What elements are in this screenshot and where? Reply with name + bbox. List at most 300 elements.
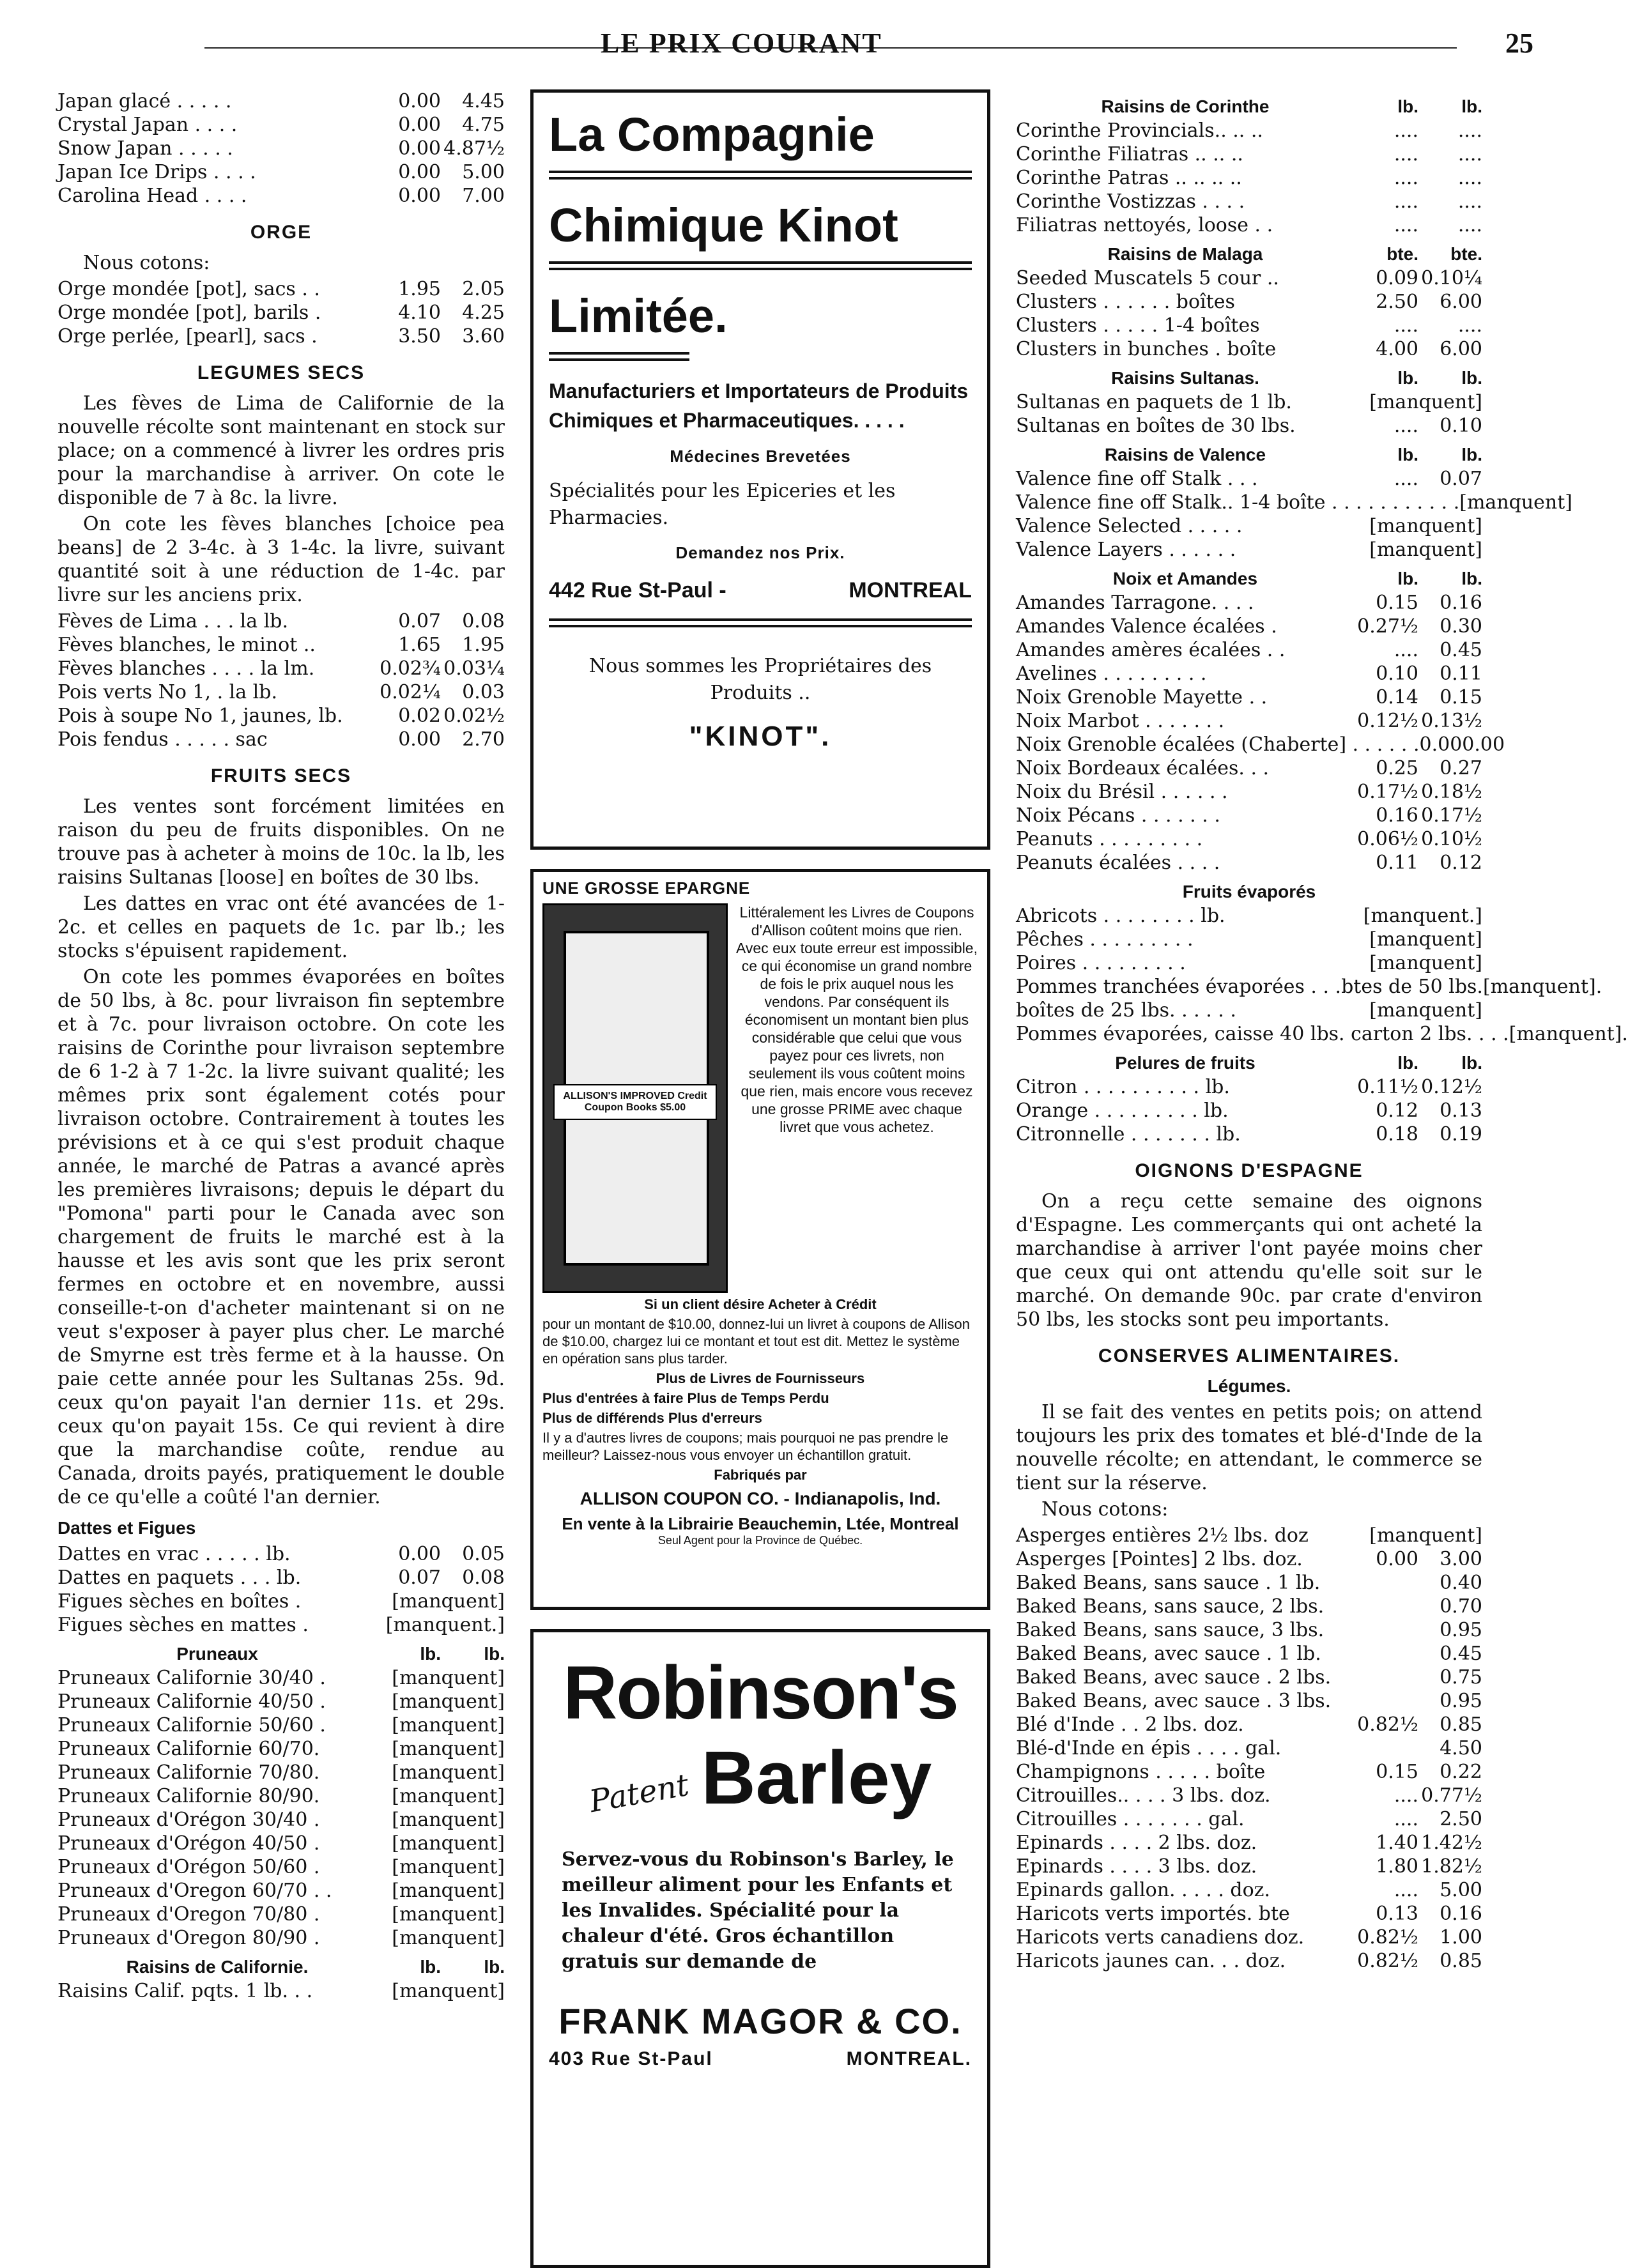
evap-heading: Fruits évaporés [1182,882,1316,901]
price-high: 7.00 [462,185,505,207]
malaga-section [1016,242,1482,361]
item-status: [manquent] [392,1980,505,2002]
price-low: 0.02 [398,705,441,727]
price-low: .... [1394,639,1418,661]
price-low: 0.00 [398,114,441,136]
price-low: 0.00 [1376,1548,1418,1570]
item-status: [manquent] [392,1832,505,1855]
pruneaux-row [58,1690,505,1713]
malaga-row [1016,337,1482,361]
corinthe-section [1016,95,1482,237]
price-high: 0.08 [462,610,505,632]
coupon-book-illustration [542,903,728,1293]
valence-row [1016,514,1482,538]
price-low: .... [1394,119,1418,142]
legumes-row [58,609,505,633]
allison-advertisement [530,869,990,1610]
item-name: Clusters in bunches . boîte [1016,338,1277,360]
corinthe-row [1016,119,1482,142]
valence-unit-2: lb. [1461,445,1482,464]
item-name: Clusters . . . . . . boîtes [1016,291,1235,313]
noix-row [1016,756,1482,780]
price-low: 1.95 [398,278,441,300]
valence-row [1016,491,1572,514]
sultanas-row [1016,390,1482,414]
kinot-city: MONTREAL [849,578,972,602]
item-name: Pruneaux Californie 60/70. [58,1738,320,1760]
item-name: Pruneaux Californie 30/40 . [58,1667,326,1689]
item-status: [manquent] [392,1880,505,1902]
rice-row [58,137,505,160]
item-status: [manquent]. [1509,1023,1628,1045]
orge-row [58,277,505,301]
item-name: Sultanas en paquets de 1 lb. [1016,391,1292,413]
item-name: Dattes en vrac . . . . . lb. [58,1543,291,1565]
allison-plus-2: Plus d'entrées à faire Plus de Temps Perdu [542,1390,829,1406]
kinot-line-1: La Compagnie [549,108,875,161]
robinson-description: Servez-vous du Robinson's Barley, le meilleur aliment pour les Enfants et les Invalides. Spécialité pour la chaleur d'été. Gros échantillon gratuis sur demande de [562,1848,954,1973]
legumes-list [58,609,505,751]
price-high: 0.19 [1440,1123,1482,1145]
item-name: Pruneaux Californie 70/80. [58,1761,320,1784]
item-status: [manquent] [392,1667,505,1689]
orge-intro: Nous cotons: [83,252,210,274]
price-high: 0.12 [1440,852,1482,874]
pruneaux-row [58,1855,505,1879]
allison-credit-heading: Si un client désire Acheter à Crédit [644,1296,877,1312]
item-status: [manquent] [1369,999,1482,1022]
valence-header [1016,443,1482,467]
item-name: Noix Bordeaux écalées. . . [1016,757,1270,779]
item-name: Japan Ice Drips . . . . [58,161,256,183]
conserves-row [1016,1902,1482,1926]
price-low: .... [1394,1879,1418,1901]
conserves-row [1016,1784,1482,1807]
price-high: 0.45 [1440,1643,1482,1665]
robinson-patent: Patent [587,1766,692,1820]
price-high: 0.95 [1440,1690,1482,1712]
item-name: Pruneaux d'Oregon 80/90 . [58,1927,320,1949]
frank-magor-city: MONTREAL. [846,2048,972,2069]
price-low: 0.12½ [1357,710,1418,732]
item-name: Crystal Japan . . . . [58,114,238,136]
price-high: 2.05 [462,278,505,300]
conserves-row [1016,1571,1482,1595]
item-name: Haricots jaunes can. . . doz. [1016,1950,1286,1972]
conserves-row [1016,1524,1482,1547]
noix-row [1016,686,1482,709]
price-high: 1.42½ [1421,1832,1482,1854]
noix-row [1016,638,1482,662]
price-low: 0.02¼ [380,681,441,703]
price-high: 5.00 [462,161,505,183]
item-name: Pruneaux d'Orégon 50/60 . [58,1856,320,1878]
item-name: Baked Beans, avec sauce . 3 lbs. [1016,1690,1332,1712]
item-name: Pruneaux d'Orégon 40/50 . [58,1832,320,1855]
price-high: 0.70 [1440,1595,1482,1618]
item-name: Pruneaux d'Orégon 30/40 . [58,1809,320,1831]
raisins-cal-list [58,1979,505,2003]
item-status: [manquent] [1369,928,1482,951]
item-name: Pruneaux d'Oregon 60/70 . . [58,1880,332,1902]
item-name: Corinthe Patras .. .. .. .. [1016,167,1242,189]
price-low: 0.15 [1376,1761,1418,1783]
price-low: .... [1394,190,1418,213]
price-low: 0.16 [1376,804,1418,827]
kinot-rule-2 [549,261,972,270]
item-name: Figues sèches en mattes . [58,1614,309,1636]
item-name: Pruneaux Californie 80/90. [58,1785,320,1807]
kinot-line-3: Limitée. [549,289,728,342]
conserves-row [1016,1595,1482,1618]
price-low: 0.18 [1376,1123,1418,1145]
price-high: 0.00 [1462,733,1505,756]
item-name: Seeded Muscatels 5 cour .. [1016,267,1279,289]
price-low: 0.82½ [1357,1713,1418,1736]
item-name: Citron . . . . . . . . . . lb. [1016,1076,1230,1098]
price-low: 0.12 [1376,1100,1418,1122]
evap-header [1016,880,1482,904]
conserves-intro: Nous cotons: [1041,1498,1169,1521]
price-low: 0.82½ [1357,1926,1418,1949]
item-name: Blé-d'Inde en épis . . . . gal. [1016,1737,1282,1759]
dattes-list [58,1542,505,1637]
item-name: Noix du Brésil . . . . . . [1016,781,1228,803]
price-high: 0.16 [1440,1903,1482,1925]
pruneaux-row [58,1879,505,1903]
item-name: Asperges [Pointes] 2 lbs. doz. [1016,1548,1303,1570]
valence-heading: Raisins de Valence [1104,445,1266,464]
sultanas-row [1016,414,1482,438]
price-low: .... [1394,214,1418,236]
item-name: boîtes de 25 lbs. . . . . . [1016,999,1236,1022]
raisins-cal-unit-2: lb. [484,1957,505,1977]
malaga-row [1016,314,1482,337]
conserves-list [1016,1524,1482,1973]
kinot-rule-3 [549,352,689,361]
price-high: 6.00 [1440,338,1482,360]
conserves-row [1016,1642,1482,1666]
price-low: 1.80 [1376,1855,1418,1878]
legumes-subheading: Légumes. [1207,1376,1291,1396]
noix-unit-1: lb. [1397,569,1418,588]
rice-row [58,113,505,137]
right-column [1016,89,1628,1973]
item-name: Pois verts No 1, . la lb. [58,681,278,703]
item-name: Epinards . . . . 3 lbs. doz. [1016,1855,1257,1878]
item-name: Fèves de Lima . . . la lb. [58,610,289,632]
item-name: Noix Marbot . . . . . . . [1016,710,1225,732]
item-status: [manquent] [1369,952,1482,974]
oignons-heading: OIGNONS D'ESPAGNE [1135,1160,1363,1181]
item-name: Noix Grenoble écalées (Chaberte] . . . . . . [1016,733,1420,756]
price-low: 0.07 [398,1567,441,1589]
item-name: Corinthe Filiatras .. .. .. [1016,143,1243,165]
price-high: 0.85 [1440,1713,1482,1736]
price-high: 0.95 [1440,1619,1482,1641]
item-name: Haricots verts canadiens doz. [1016,1926,1305,1949]
pruneaux-row [58,1832,505,1855]
price-low: .... [1394,314,1418,337]
conserves-row [1016,1760,1482,1784]
item-name: Pois à soupe No 1, jaunes, lb. [58,705,343,727]
kinot-manufacturers: Manufacturiers et Importateurs de Produits Chimiques et Pharmaceutiques. . . . . [549,379,969,432]
allison-credit-text: pour un montant de $10.00, donnez-lui un livret à coupons de Allison de $10.00, chargez lui ce montant et tout est dit. Mettez le système en opération sans plus tarder. [542,1316,971,1367]
item-status: [manquent] [392,1903,505,1926]
orge-list [58,277,505,348]
dattes-heading: Dattes et Figues [58,1518,196,1538]
evap-row [1016,1022,1628,1046]
rice-list [58,89,505,208]
item-name: Raisins Calif. pqts. 1 lb. . . [58,1980,313,2002]
item-status: [manquent] [392,1927,505,1949]
price-low: 0.06½ [1357,828,1418,850]
price-low: 4.00 [1376,338,1418,360]
fruits-paragraph-1: Les ventes sont forcément limitées en raison du peu de fruits disponibles. On ne trouve pas à acheter à moins de 10c. la lb, les raisins Sultanas [loose] en boîtes de 30 lbs. [58,795,505,889]
sultanas-section [1016,366,1482,438]
conserves-row [1016,1855,1482,1878]
malaga-unit-1: bte. [1386,244,1418,264]
price-high: 5.00 [1440,1879,1482,1901]
allison-agent: Seul Agent pour la Province de Québec. [657,1534,863,1547]
price-high: .... [1457,214,1482,236]
price-high: 4.50 [1440,1737,1482,1759]
item-name: Dattes en paquets . . . lb. [58,1567,302,1589]
rice-row [58,184,505,208]
price-high: 1.95 [462,634,505,656]
item-name: Peanuts . . . . . . . . . [1016,828,1203,850]
coupon-book-label: ALLISON'S IMPROVED Credit Coupon Books $5.00 [553,1084,717,1120]
item-status: [manquent.] [1363,905,1482,927]
item-name: Fèves blanches, le minot .. [58,634,316,656]
raisins-cal-heading: Raisins de Californie. [126,1957,309,1977]
kinot-brand: "KINOT". [689,721,832,752]
pelures-row [1016,1099,1482,1123]
allison-headline: UNE GROSSE EPARGNE [542,878,751,898]
orge-row [58,325,505,348]
item-status: [manquent]. [1482,976,1602,998]
price-high: .... [1457,314,1482,337]
corinthe-header [1016,95,1482,119]
price-low: 0.10 [1376,663,1418,685]
rice-row [58,160,505,184]
item-name: Asperges entières 2½ lbs. doz [1016,1524,1309,1547]
item-name: Noix Pécans . . . . . . . [1016,804,1220,827]
pruneaux-row [58,1784,505,1808]
price-low: 4.10 [398,302,441,324]
kinot-street: 442 Rue St-Paul - [549,578,726,602]
publication-title: LE PRIX COURANT [601,27,882,59]
item-status: [manquent] [392,1738,505,1760]
price-high: 0.11 [1440,663,1482,685]
item-name: Corinthe Provincials.. .. .. [1016,119,1263,142]
item-name: Pois fendus . . . . . sac [58,728,268,751]
noix-heading: Noix et Amandes [1112,569,1258,588]
evap-row [1016,999,1482,1022]
noix-row [1016,662,1482,686]
conserves-row [1016,1736,1482,1760]
item-name: Figues sèches en boîtes . [58,1590,302,1613]
price-high: 0.77½ [1421,1784,1482,1807]
pruneaux-row [58,1808,505,1832]
price-high: 0.30 [1440,615,1482,638]
item-name: Citrouilles.. . . . 3 lbs. doz. [1016,1784,1271,1807]
price-high: .... [1457,167,1482,189]
allison-company: ALLISON COUPON CO. - Indianapolis, Ind. [580,1489,941,1508]
noix-header [1016,567,1482,591]
price-low: .... [1394,1808,1418,1830]
item-name: Pruneaux Californie 50/60 . [58,1714,326,1736]
raisins-cal-row [58,1979,505,2003]
price-low: 0.00 [398,137,441,160]
dattes-row [58,1542,505,1566]
evap-row [1016,928,1482,951]
conserves-row [1016,1713,1482,1736]
conserves-row [1016,1618,1482,1642]
price-low: 0.82½ [1357,1950,1418,1972]
item-status: [manquent] [392,1761,505,1784]
price-low: .... [1394,143,1418,165]
price-low: 0.15 [1376,592,1418,614]
item-status: [manquent] [392,1785,505,1807]
dattes-row [58,1613,505,1637]
noix-section [1016,567,1505,875]
item-name: Peanuts écalées . . . . [1016,852,1220,874]
price-high: 1.82½ [1421,1855,1482,1878]
item-name: Corinthe Vostizzas . . . . [1016,190,1245,213]
robinson-barley: Barley [701,1736,932,1820]
pruneaux-unit-2: lb. [484,1644,505,1664]
pruneaux-row [58,1761,505,1784]
price-high: 0.10½ [1421,828,1482,850]
price-low: 1.65 [398,634,441,656]
legumes-heading: LEGUMES SECS [197,362,365,383]
item-name: Champignons . . . . . boîte [1016,1761,1266,1783]
conserves-row [1016,1547,1482,1571]
kinot-specialties: Spécialités pour les Epiceries et les Pharmacies. [549,480,896,529]
pruneaux-row [58,1713,505,1737]
item-status: [manquent] [1369,1524,1482,1547]
price-high: 0.05 [462,1543,505,1565]
pelures-heading: Pelures de fruits [1115,1053,1256,1073]
allison-sale: En vente à la Librairie Beauchemin, Ltée, Montreal [562,1514,959,1533]
price-high: 0.75 [1440,1666,1482,1689]
evap-row [1016,904,1482,928]
malaga-row [1016,266,1482,290]
conserves-heading: CONSERVES ALIMENTAIRES. [1098,1345,1401,1367]
kinot-advertisement [530,89,990,850]
legumes-row [58,633,505,657]
frank-magor-company: FRANK MAGOR & CO. [558,2001,962,2041]
item-name: Filiatras nettoyés, loose . . [1016,214,1273,236]
price-low: 0.09 [1376,267,1418,289]
price-low: .... [1394,415,1418,437]
item-status: [manquent] [392,1809,505,1831]
allison-side-text: Littéralement les Livres de Coupons d'Allison coûtent moins que rien. Avec eux toute erreur est impossible, ce qui économise un grand nombre de fois le prix auquel nous les vendons. Par conséquent ils économisent un montant bien plus considérable que celui que vous payez pour ces livrets, non seulement ils vous coûtent moins que rien, mais encore vous recevez une grosse PRIME avec chaque livret que vous achetez. [736,904,978,1135]
price-high: 0.22 [1440,1761,1482,1783]
price-high: 0.12½ [1421,1076,1482,1098]
price-high: 4.45 [462,90,505,112]
item-name: Amandes Valence écalées . [1016,615,1277,638]
item-name: Baked Beans, sans sauce . 1 lb. [1016,1572,1321,1594]
pelures-row [1016,1123,1482,1146]
dattes-row [58,1566,505,1590]
conserves-row [1016,1666,1482,1689]
fruits-paragraph-3: On cote les pommes évaporées en boîtes de 50 lbs, à 8c. pour livraison fin septembre et à 7c. pour livraison octobre. On cote les raisins de Corinthe pour livraison septembre de 6 1-2 à 7 1-2c. la livre suivant qualité; les mêmes prix sont également cotés pour livraison octobre. Contrairement à toutes les prévisions et à ce qui s'est produit chaque année, le marché de Patras a avancé après les premières livraisons; depuis le départ du "Pomona" parti pour le Canada avec son chargement de fruits le marché est à la hausse et les avis sont que les prix seront fermes en octobre et en novembre, aussi conseille-t-on d'acheter maintenant si on ne veut s'exposer à payer plus cher. Le marché de Smyrne est très ferme et à la hausse. On paie cette année pour les Sultanas 25s. 9d. ceux qu'on payait l'an dernier 11s. et 29s. ceux qu'on payait 15s. Ce qui revient à dire que la marchandise coûte, rendue au Canada, droits payés, pratiquement le double de ce qu'elle a coûté l'an dernier. [58,966,505,1508]
price-low: 0.17½ [1357,781,1418,803]
noix-row [1016,827,1482,851]
oignons-paragraph: On a reçu cette semaine des oignons d'Espagne. Les commerçants qui ont acheté la marchandise à arriver l'ont payée moins cher que ceux qui ont attendu qu'elle soit sur le marché. On demande 90c. par crate d'environ 50 lbs, les stocks sont peu importants. [1016,1190,1482,1331]
item-name: Epinards . . . . 2 lbs. doz. [1016,1832,1257,1854]
price-low: .... [1394,1784,1418,1807]
price-high: .... [1457,143,1482,165]
price-low: 0.11 [1376,852,1418,874]
item-name: Clusters . . . . . 1-4 boîtes [1016,314,1260,337]
price-low: 2.50 [1376,291,1418,313]
item-status: [manquent] [392,1690,505,1713]
robinson-product-line [549,1735,972,1821]
frank-magor-street: 403 Rue St-Paul [549,2048,713,2069]
price-high: 0.40 [1440,1572,1482,1594]
price-high: 6.00 [1440,291,1482,313]
pelures-unit-1: lb. [1397,1053,1418,1073]
evap-section [1016,880,1628,1046]
item-name: Orge mondée [pot], sacs . . [58,278,320,300]
price-high: .... [1457,190,1482,213]
price-high: 0.07 [1440,468,1482,490]
noix-row [1016,780,1482,804]
item-status: [manquent] [1369,515,1482,537]
price-high: 0.85 [1440,1950,1482,1972]
price-low: .... [1394,167,1418,189]
price-low: 1.40 [1376,1832,1418,1854]
price-low: 0.00 [1419,733,1463,756]
item-name: Valence Selected . . . . . [1016,515,1243,537]
corinthe-row [1016,213,1482,237]
price-low: 0.11½ [1357,1076,1418,1098]
price-low: 0.00 [398,1543,441,1565]
allison-made-by: Fabriqués par [714,1467,807,1483]
item-name: Orge perlée, [pearl], sacs . [58,325,318,348]
item-name: Snow Japan . . . . . [58,137,233,160]
price-low: 0.02¾ [380,657,441,680]
kinot-medicines: Médecines Brevetées [670,447,851,466]
item-name: Pruneaux d'Oregon 70/80 . [58,1903,320,1926]
noix-row [1016,804,1482,827]
price-high: 0.16 [1440,592,1482,614]
price-high: 0.15 [1440,686,1482,709]
sultanas-unit-1: lb. [1397,368,1418,388]
item-name: Blé d'Inde . . 2 lbs. doz. [1016,1713,1244,1736]
price-high: .... [1457,119,1482,142]
price-high: 4.87½ [443,137,505,160]
valence-section [1016,443,1572,562]
price-low: .... [1394,468,1418,490]
legumes-paragraph-1: Les fèves de Lima de Californie de la nouvelle récolte sont maintenant en stock sur place; on a commencé à livrer les ordres pris pour la marchandise à arriver. On cote le disponible de 7 à 8c. la livre. [58,392,505,509]
malaga-row [1016,290,1482,314]
item-name: Baked Beans, sans sauce, 3 lbs. [1016,1619,1325,1641]
price-low: 0.14 [1376,686,1418,709]
item-name: Japan glacé . . . . . [58,90,232,112]
price-high: 0.27 [1440,757,1482,779]
item-name: Valence fine off Stalk.. 1-4 boîte . . . . . . . . . . . [1016,491,1460,514]
valence-unit-1: lb. [1397,445,1418,464]
price-high: 0.17½ [1421,804,1482,827]
item-name: Poires . . . . . . . . . [1016,952,1186,974]
item-name: Amandes amères écalées . . [1016,639,1286,661]
price-low: 3.50 [398,325,441,348]
item-name: Pêches . . . . . . . . . [1016,928,1194,951]
